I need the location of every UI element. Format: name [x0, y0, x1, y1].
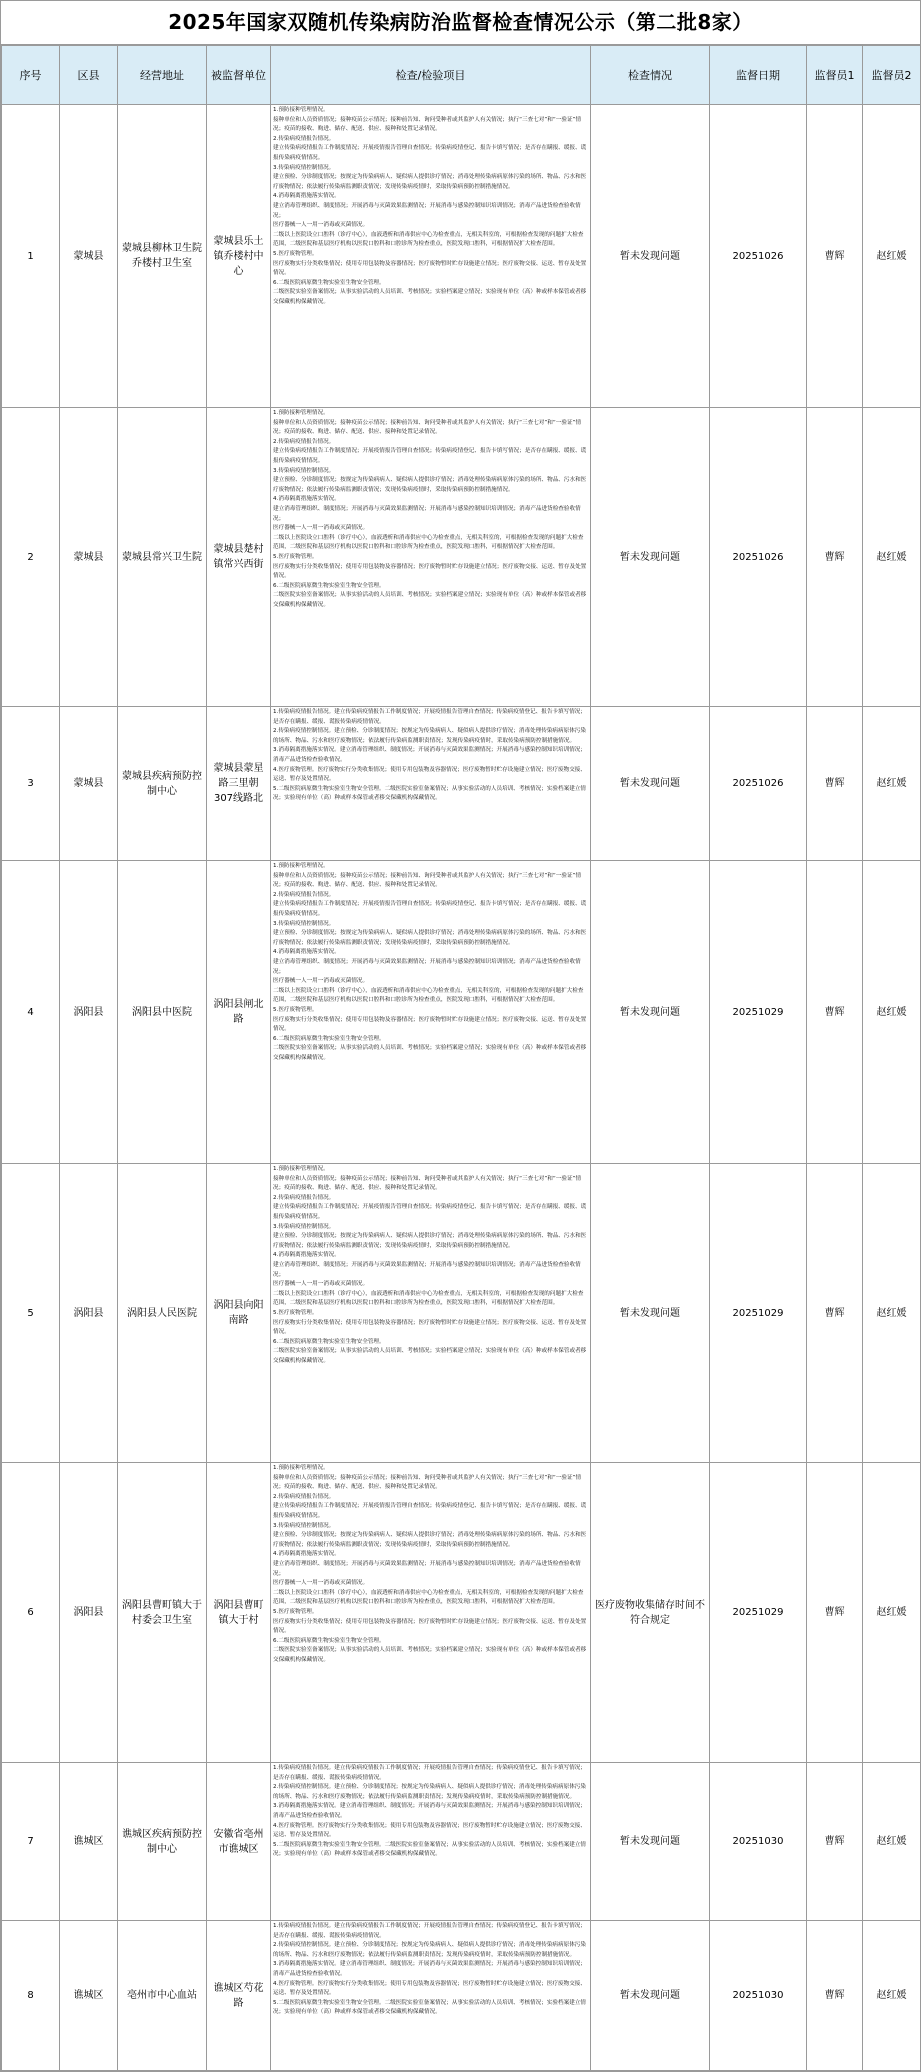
items-text: 1.预防接种管理情况。 接种单位和人员资质情况；接种疫苗公示情况；接种前告知、询问受种者或其监护人有关情况；执行“三查七对”和“一验证”情况；疫苗的接收、购进、储存、配送、供应、接种和处置记录情况。 2.传染病疫情报告情况。 建立传染病疫情报告工作制度情况；开展疫情报告管理自查情况；传染病疫情登记、报告卡填写情况；是否存在瞒报、缓报、谎报传染病疫情情况。 3.传染病疫情控制情况。 建立预检、分诊制度情况；按规定为传染病病人、疑似病人提供诊疗情况；消毒处理传染病病原体污染的场所、物品、污水和医疗废物情况；依法履行传染病监测职责情况；发现传染病疫情时，采取传染病预防控制措施情况。 4.消毒隔离措施落实情况。 建立消毒管理组织、制度情况；开展消毒与灭菌效果监测情况；开展消毒与感染控制知识培训情况；消毒产品进货检查验收情况； 医疗器械一人一用一消毒或灭菌情况。 二级以上医院设立口腔科（诊疗中心），血液透析和消毒供应中心为检查重点，无相关科室的，可根据检查发现的问题扩大检查范围，二级医院和基层医疗机构以医院口腔科和口腔诊所为检查重点，医院发现口腔科，可根据情况扩大检查范围。 5.医疗废物管理。 医疗废物实行分类收集情况；使用专用包装物及容器情况；医疗废物暂时贮存设施建立情况；医疗废物交接、运送、暂存及处置情况。 6.二级医院病原微生物实验室生物安全管理。 二级医院实验室备案情况；从事实验活动的人员培训、考核情况；实验档案建立情况；实验现有单位（高）种或样本保管或者移交保藏机构保藏情况。 — [273, 410, 587, 608]
table-row — [2, 1921, 921, 2071]
cell-seq: 8 — [2, 1921, 60, 2071]
cell-county: 谯城区 — [60, 1763, 118, 1921]
cell-date: 20251029 — [710, 1164, 807, 1463]
cell-date: 20251030 — [710, 1763, 807, 1921]
cell-address: 蒙城县柳林卫生院乔楼村卫生室 — [118, 105, 207, 408]
header-inspector2: 监督员2 — [863, 46, 921, 105]
items-text: 1.预防接种管理情况。 接种单位和人员资质情况；接种疫苗公示情况；接种前告知、询问受种者或其监护人有关情况；执行“三查七对”和“一验证”情况；疫苗的接收、购进、储存、配送、供应、接种和处置记录情况。 2.传染病疫情报告情况。 建立传染病疫情报告工作制度情况；开展疫情报告管理自查情况；传染病疫情登记、报告卡填写情况；是否存在瞒报、缓报、谎报传染病疫情情况。 3.传染病疫情控制情况。 建立预检、分诊制度情况；按规定为传染病病人、疑似病人提供诊疗情况；消毒处理传染病病原体污染的场所、物品、污水和医疗废物情况；依法履行传染病监测职责情况；发现传染病疫情时，采取传染病预防控制措施情况。 4.消毒隔离措施落实情况。 建立消毒管理组织、制度情况；开展消毒与灭菌效果监测情况；开展消毒与感染控制知识培训情况；消毒产品进货检查验收情况； 医疗器械一人一用一消毒或灭菌情况。 二级以上医院设立口腔科（诊疗中心），血液透析和消毒供应中心为检查重点，无相关科室的，可根据检查发现的问题扩大检查范围，二级医院和基层医疗机构以医院口腔科和口腔诊所为检查重点，医院发现口腔科，可根据情况扩大检查范围。 5.医疗废物管理。 医疗废物实行分类收集情况；使用专用包装物及容器情况；医疗废物暂时贮存设施建立情况；医疗废物交接、运送、暂存及处置情况。 6.二级医院病原微生物实验室生物安全管理。 二级医院实验室备案情况；从事实验活动的人员培训、考核情况；实验档案建立情况；实验现有单位（高）种或样本保管或者移交保藏机构保藏情况。 — [273, 1166, 587, 1364]
cell-inspector2: 赵红媛 — [863, 1763, 921, 1921]
cell-result: 医疗废物收集储存时间不符合规定 — [591, 1463, 710, 1763]
cell-seq: 1 — [2, 105, 60, 408]
cell-inspector2: 赵红媛 — [863, 1164, 921, 1463]
cell-date: 20251029 — [710, 861, 807, 1164]
header-unit: 被监督单位 — [207, 46, 271, 105]
cell-items — [271, 1164, 591, 1463]
cell-unit: 安徽省亳州市谯城区 — [207, 1763, 271, 1921]
cell-county: 涡阳县 — [60, 1463, 118, 1763]
cell-items — [271, 408, 591, 707]
cell-address: 涡阳县中医院 — [118, 861, 207, 1164]
cell-items — [271, 1921, 591, 2071]
cell-inspector1: 曹辉 — [807, 1921, 863, 2071]
cell-items — [271, 105, 591, 408]
header-date: 监督日期 — [710, 46, 807, 105]
cell-unit: 涡阳县向阳南路 — [207, 1164, 271, 1463]
cell-inspector1: 曹辉 — [807, 707, 863, 861]
cell-unit: 涡阳县闸北路 — [207, 861, 271, 1164]
items-text: 1.预防接种管理情况。 接种单位和人员资质情况；接种疫苗公示情况；接种前告知、询问受种者或其监护人有关情况；执行“三查七对”和“一验证”情况；疫苗的接收、购进、储存、配送、供应、接种和处置记录情况。 2.传染病疫情报告情况。 建立传染病疫情报告工作制度情况；开展疫情报告管理自查情况；传染病疫情登记、报告卡填写情况；是否存在瞒报、缓报、谎报传染病疫情情况。 3.传染病疫情控制情况。 建立预检、分诊制度情况；按规定为传染病病人、疑似病人提供诊疗情况；消毒处理传染病病原体污染的场所、物品、污水和医疗废物情况；依法履行传染病监测职责情况；发现传染病疫情时，采取传染病预防控制措施情况。 4.消毒隔离措施落实情况。 建立消毒管理组织、制度情况；开展消毒与灭菌效果监测情况；开展消毒与感染控制知识培训情况；消毒产品进货检查验收情况； 医疗器械一人一用一消毒或灭菌情况。 二级以上医院设立口腔科（诊疗中心），血液透析和消毒供应中心为检查重点，无相关科室的，可根据检查发现的问题扩大检查范围，二级医院和基层医疗机构以医院口腔科和口腔诊所为检查重点，医院发现口腔科，可根据情况扩大检查范围。 5.医疗废物管理。 医疗废物实行分类收集情况；使用专用包装物及容器情况；医疗废物暂时贮存设施建立情况；医疗废物交接、运送、暂存及处置情况。 6.二级医院病原微生物实验室生物安全管理。 二级医院实验室备案情况；从事实验活动的人员培训、考核情况；实验档案建立情况；实验现有单位（高）种或样本保管或者移交保藏机构保藏情况。 — [273, 107, 587, 305]
cell-seq: 4 — [2, 861, 60, 1164]
table-header-row — [2, 46, 921, 105]
cell-date: 20251026 — [710, 707, 807, 861]
cell-address: 涡阳县曹町镇大于村委会卫生室 — [118, 1463, 207, 1763]
cell-address: 蒙城县常兴卫生院 — [118, 408, 207, 707]
cell-unit: 蒙城县乐土镇乔楼村中心 — [207, 105, 271, 408]
cell-items — [271, 707, 591, 861]
cell-result: 暂未发现问题 — [591, 1921, 710, 2071]
cell-inspector2: 赵红媛 — [863, 861, 921, 1164]
cell-inspector2: 赵红媛 — [863, 707, 921, 861]
cell-address: 蒙城县疾病预防控制中心 — [118, 707, 207, 861]
cell-seq: 2 — [2, 408, 60, 707]
cell-inspector2: 赵红媛 — [863, 1921, 921, 2071]
items-text: 1.传染病疫情报告情况。建立传染病疫情报告工作制度情况；开展疫情报告管理自查情况；传染病疫情登记、报告卡填写情况；是否存在瞒报、缓报、谎报传染病疫情情况。 2.传染病疫情控制情况。建立预检、分诊制度情况；按规定为传染病病人、疑似病人提供诊疗情况；消毒处理传染病病原体污染的场所、物品、污水和医疗废物情况；依法履行传染病监测职责情况；发现传染病疫情时，采取传染病预防控制措施情况。 3.消毒隔离措施落实情况。建立消毒管理组织、制度情况；开展消毒与灭菌效果监测情况；开展消毒与感染控制知识培训情况；消毒产品进货检查验收情况。 4.医疗废物管理。医疗废物实行分类收集情况；使用专用包装物及容器情况；医疗废物暂时贮存设施建立情况；医疗废物交接、运送、暂存及处置情况。 5.二级医院病原微生物实验室生物安全管理。二级医院实验室备案情况；从事实验活动的人员培训、考核情况；实验档案建立情况；实验现有单位（高）种或样本保管或者移交保藏机构保藏情况。 — [273, 1765, 586, 1858]
cell-inspector2: 赵红媛 — [863, 408, 921, 707]
table-row — [2, 861, 921, 1164]
items-text: 1.传染病疫情报告情况。建立传染病疫情报告工作制度情况；开展疫情报告管理自查情况；传染病疫情登记、报告卡填写情况；是否存在瞒报、缓报、谎报传染病疫情情况。 2.传染病疫情控制情况。建立预检、分诊制度情况；按规定为传染病病人、疑似病人提供诊疗情况；消毒处理传染病病原体污染的场所、物品、污水和医疗废物情况；依法履行传染病监测职责情况；发现传染病疫情时，采取传染病预防控制措施情况。 3.消毒隔离措施落实情况。建立消毒管理组织、制度情况；开展消毒与灭菌效果监测情况；开展消毒与感染控制知识培训情况；消毒产品进货检查验收情况。 4.医疗废物管理。医疗废物实行分类收集情况；使用专用包装物及容器情况；医疗废物暂时贮存设施建立情况；医疗废物交接、运送、暂存及处置情况。 5.二级医院病原微生物实验室生物安全管理。二级医院实验室备案情况；从事实验活动的人员培训、考核情况；实验档案建立情况；实验现有单位（高）种或样本保管或者移交保藏机构保藏情况。 — [273, 1923, 586, 2016]
cell-unit: 谯城区芍花路 — [207, 1921, 271, 2071]
header-address: 经营地址 — [118, 46, 207, 105]
cell-seq: 3 — [2, 707, 60, 861]
cell-items — [271, 1463, 591, 1763]
cell-seq: 7 — [2, 1763, 60, 1921]
cell-county: 谯城区 — [60, 1921, 118, 2071]
cell-county: 蒙城县 — [60, 105, 118, 408]
cell-address: 亳州市中心血站 — [118, 1921, 207, 2071]
cell-date: 20251029 — [710, 1463, 807, 1763]
cell-inspector1: 曹辉 — [807, 1164, 863, 1463]
cell-inspector1: 曹辉 — [807, 1463, 863, 1763]
cell-county: 蒙城县 — [60, 408, 118, 707]
cell-items — [271, 861, 591, 1164]
cell-county: 涡阳县 — [60, 1164, 118, 1463]
cell-unit: 蒙城县楚村镇常兴西街 — [207, 408, 271, 707]
cell-date: 20251026 — [710, 408, 807, 707]
items-text: 1.预防接种管理情况。 接种单位和人员资质情况；接种疫苗公示情况；接种前告知、询问受种者或其监护人有关情况；执行“三查七对”和“一验证”情况；疫苗的接收、购进、储存、配送、供应、接种和处置记录情况。 2.传染病疫情报告情况。 建立传染病疫情报告工作制度情况；开展疫情报告管理自查情况；传染病疫情登记、报告卡填写情况；是否存在瞒报、缓报、谎报传染病疫情情况。 3.传染病疫情控制情况。 建立预检、分诊制度情况；按规定为传染病病人、疑似病人提供诊疗情况；消毒处理传染病病原体污染的场所、物品、污水和医疗废物情况；依法履行传染病监测职责情况；发现传染病疫情时，采取传染病预防控制措施情况。 4.消毒隔离措施落实情况。 建立消毒管理组织、制度情况；开展消毒与灭菌效果监测情况；开展消毒与感染控制知识培训情况；消毒产品进货检查验收情况； 医疗器械一人一用一消毒或灭菌情况。 二级以上医院设立口腔科（诊疗中心），血液透析和消毒供应中心为检查重点，无相关科室的，可根据检查发现的问题扩大检查范围，二级医院和基层医疗机构以医院口腔科和口腔诊所为检查重点，医院发现口腔科，可根据情况扩大检查范围。 5.医疗废物管理。 医疗废物实行分类收集情况；使用专用包装物及容器情况；医疗废物暂时贮存设施建立情况；医疗废物交接、运送、暂存及处置情况。 6.二级医院病原微生物实验室生物安全管理。 二级医院实验室备案情况；从事实验活动的人员培训、考核情况；实验档案建立情况；实验现有单位（高）种或样本保管或者移交保藏机构保藏情况。 — [273, 863, 587, 1061]
table-row — [2, 1164, 921, 1463]
cell-county: 涡阳县 — [60, 861, 118, 1164]
table-row — [2, 707, 921, 861]
cell-result: 暂未发现问题 — [591, 1164, 710, 1463]
cell-result: 暂未发现问题 — [591, 1763, 710, 1921]
cell-inspector1: 曹辉 — [807, 861, 863, 1164]
cell-inspector1: 曹辉 — [807, 1763, 863, 1921]
header-result: 检查情况 — [591, 46, 710, 105]
cell-inspector2: 赵红媛 — [863, 1463, 921, 1763]
table-row — [2, 408, 921, 707]
cell-inspector1: 曹辉 — [807, 408, 863, 707]
items-text: 1.预防接种管理情况。 接种单位和人员资质情况；接种疫苗公示情况；接种前告知、询问受种者或其监护人有关情况；执行“三查七对”和“一验证”情况；疫苗的接收、购进、储存、配送、供应、接种和处置记录情况。 2.传染病疫情报告情况。 建立传染病疫情报告工作制度情况；开展疫情报告管理自查情况；传染病疫情登记、报告卡填写情况；是否存在瞒报、缓报、谎报传染病疫情情况。 3.传染病疫情控制情况。 建立预检、分诊制度情况；按规定为传染病病人、疑似病人提供诊疗情况；消毒处理传染病病原体污染的场所、物品、污水和医疗废物情况；依法履行传染病监测职责情况；发现传染病疫情时，采取传染病预防控制措施情况。 4.消毒隔离措施落实情况。 建立消毒管理组织、制度情况；开展消毒与灭菌效果监测情况；开展消毒与感染控制知识培训情况；消毒产品进货检查验收情况； 医疗器械一人一用一消毒或灭菌情况。 二级以上医院设立口腔科（诊疗中心），血液透析和消毒供应中心为检查重点，无相关科室的，可根据检查发现的问题扩大检查范围，二级医院和基层医疗机构以医院口腔科和口腔诊所为检查重点，医院发现口腔科，可根据情况扩大检查范围。 5.医疗废物管理。 医疗废物实行分类收集情况；使用专用包装物及容器情况；医疗废物暂时贮存设施建立情况；医疗废物交接、运送、暂存及处置情况。 6.二级医院病原微生物实验室生物安全管理。 二级医院实验室备案情况；从事实验活动的人员培训、考核情况；实验档案建立情况；实验现有单位（高）种或样本保管或者移交保藏机构保藏情况。 — [273, 1465, 587, 1663]
cell-items — [271, 1763, 591, 1921]
cell-unit: 涡阳县曹町镇大于村 — [207, 1463, 271, 1763]
cell-date: 20251026 — [710, 105, 807, 408]
inspection-table — [1, 45, 921, 2071]
cell-result: 暂未发现问题 — [591, 105, 710, 408]
cell-date: 20251030 — [710, 1921, 807, 2071]
cell-inspector1: 曹辉 — [807, 105, 863, 408]
cell-address: 涡阳县人民医院 — [118, 1164, 207, 1463]
cell-seq: 6 — [2, 1463, 60, 1763]
cell-result: 暂未发现问题 — [591, 707, 710, 861]
header-county: 区县 — [60, 46, 118, 105]
cell-inspector2: 赵红媛 — [863, 105, 921, 408]
items-text: 1.传染病疫情报告情况。建立传染病疫情报告工作制度情况；开展疫情报告管理自查情况；传染病疫情登记、报告卡填写情况；是否存在瞒报、缓报、谎报传染病疫情情况。 2.传染病疫情控制情况。建立预检、分诊制度情况；按规定为传染病病人、疑似病人提供诊疗情况；消毒处理传染病病原体污染的场所、物品、污水和医疗废物情况；依法履行传染病监测职责情况；发现传染病疫情时，采取传染病预防控制措施情况。 3.消毒隔离措施落实情况。建立消毒管理组织、制度情况；开展消毒与灭菌效果监测情况；开展消毒与感染控制知识培训情况；消毒产品进货检查验收情况。 4.医疗废物管理。医疗废物实行分类收集情况；使用专用包装物及容器情况；医疗废物暂时贮存设施建立情况；医疗废物交接、运送、暂存及处置情况。 5.二级医院病原微生物实验室生物安全管理。二级医院实验室备案情况；从事实验活动的人员培训、考核情况；实验档案建立情况；实验现有单位（高）种或样本保管或者移交保藏机构保藏情况。 — [273, 709, 586, 802]
cell-county: 蒙城县 — [60, 707, 118, 861]
header-items: 检查/检验项目 — [271, 46, 591, 105]
cell-address: 谯城区疾病预防控制中心 — [118, 1763, 207, 1921]
table-row — [2, 1763, 921, 1921]
table-row — [2, 105, 921, 408]
header-inspector1: 监督员1 — [807, 46, 863, 105]
cell-unit: 蒙城县蒙星路三里朝307线路北 — [207, 707, 271, 861]
cell-seq: 5 — [2, 1164, 60, 1463]
page-title: 2025年国家双随机传染病防治监督检查情况公示（第二批8家） — [1, 1, 920, 45]
header-seq: 序号 — [2, 46, 60, 105]
cell-result: 暂未发现问题 — [591, 861, 710, 1164]
cell-result: 暂未发现问题 — [591, 408, 710, 707]
table-row — [2, 1463, 921, 1763]
